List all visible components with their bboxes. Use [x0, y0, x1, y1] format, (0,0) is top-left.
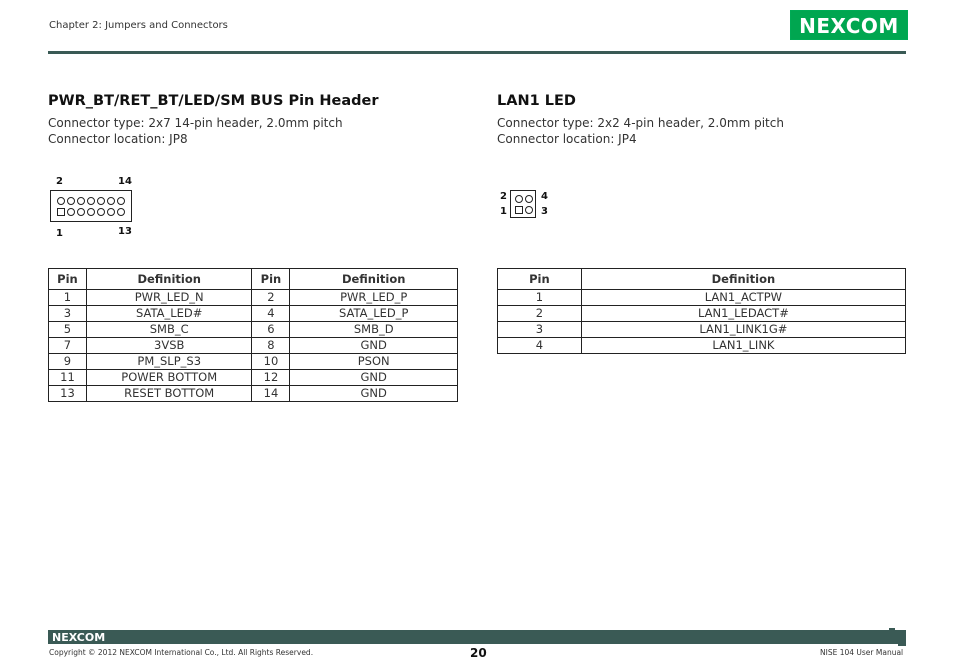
- pin: [515, 195, 523, 203]
- table-row: [498, 306, 906, 322]
- table-cell: LAN1_LEDACT#: [581, 306, 905, 322]
- table-header-row: [49, 269, 458, 290]
- table-cell: LAN1_LINK: [581, 338, 905, 354]
- table-cell: 12: [252, 370, 290, 386]
- pin: [67, 208, 75, 216]
- table-cell: SMB_D: [290, 322, 458, 338]
- right-section: [497, 93, 784, 147]
- footer-logo: NEXCOM: [52, 631, 106, 644]
- chapter-title: Chapter 2: Jumpers and Connectors: [49, 20, 228, 31]
- table-cell: 7: [49, 338, 87, 354]
- table-row: [49, 290, 458, 306]
- table-row: [498, 322, 906, 338]
- pin: [67, 197, 75, 205]
- table-cell: LAN1_LINK1G#: [581, 322, 905, 338]
- table-cell: GND: [290, 338, 458, 354]
- corner-square-decor: [889, 628, 895, 634]
- table-cell: RESET BOTTOM: [86, 386, 252, 402]
- table-cell: 14: [252, 386, 290, 402]
- left-section: [48, 93, 379, 147]
- pin: [97, 197, 105, 205]
- table-cell: 9: [49, 354, 87, 370]
- header-outline: [510, 190, 536, 218]
- table-cell: 10: [252, 354, 290, 370]
- table-header-row: [498, 269, 906, 290]
- pin: [87, 208, 95, 216]
- pin: [525, 195, 533, 203]
- pin: [117, 208, 125, 216]
- table-cell: LAN1_ACTPW: [581, 290, 905, 306]
- table-cell: 2: [498, 306, 582, 322]
- pin: [117, 197, 125, 205]
- pin: [107, 197, 115, 205]
- table-row: [498, 290, 906, 306]
- connector-type-jp4: Connector type: 2x2 4-pin header, 2.0mm pitch: [497, 116, 784, 130]
- table-cell: 3VSB: [86, 338, 252, 354]
- column-header: Definition: [581, 269, 905, 290]
- pin: [525, 206, 533, 214]
- table-cell: 6: [252, 322, 290, 338]
- table-cell: 4: [498, 338, 582, 354]
- table-cell: 3: [49, 306, 87, 322]
- table-row: [49, 386, 458, 402]
- manual-title: NISE 104 User Manual: [820, 648, 904, 657]
- table-row: [49, 354, 458, 370]
- pin-1-square: [57, 208, 65, 216]
- pin: [97, 208, 105, 216]
- table-cell: PSON: [290, 354, 458, 370]
- jp8-pin-table: [48, 268, 458, 402]
- table-row: [49, 338, 458, 354]
- table-cell: POWER BOTTOM: [86, 370, 252, 386]
- connector-location-jp8: Connector location: JP8: [48, 132, 188, 146]
- jp4-pin-diagram: [498, 188, 558, 222]
- header-outline: [50, 190, 132, 222]
- table-cell: SMB_C: [86, 322, 252, 338]
- table-cell: 1: [49, 290, 87, 306]
- pin-label: 3: [541, 206, 548, 217]
- connector-location-jp4: Connector location: JP4: [497, 132, 637, 146]
- table-cell: 5: [49, 322, 87, 338]
- table-row: [49, 322, 458, 338]
- pin-label: 2: [500, 191, 507, 202]
- table-cell: SATA_LED#: [86, 306, 252, 322]
- table-cell: GND: [290, 386, 458, 402]
- table-row: [49, 370, 458, 386]
- table-cell: 4: [252, 306, 290, 322]
- section-title-jp4: LAN1 LED: [497, 93, 576, 109]
- table-cell: PWR_LED_P: [290, 290, 458, 306]
- table-row: [49, 306, 458, 322]
- table-cell: SATA_LED_P: [290, 306, 458, 322]
- table-cell: 13: [49, 386, 87, 402]
- column-header: Pin: [252, 269, 290, 290]
- table-cell: PM_SLP_S3: [86, 354, 252, 370]
- header-rule: [48, 51, 906, 54]
- table-cell: 2: [252, 290, 290, 306]
- table-row: [498, 338, 906, 354]
- corner-square-decor: [898, 638, 906, 646]
- column-header: Pin: [49, 269, 87, 290]
- pin-label: 1: [500, 206, 507, 217]
- logo-text: NEXCOM: [799, 14, 899, 38]
- pin-label: 1: [56, 228, 63, 239]
- footer-bar: [48, 630, 906, 644]
- table-cell: 11: [49, 370, 87, 386]
- pin: [87, 197, 95, 205]
- table-cell: 8: [252, 338, 290, 354]
- jp8-pin-diagram: [48, 176, 138, 242]
- jp4-pin-table: [497, 268, 906, 354]
- table-cell: PWR_LED_N: [86, 290, 252, 306]
- page-number: 20: [470, 646, 487, 660]
- pin-label: 13: [118, 226, 132, 237]
- pin-label: 14: [118, 176, 132, 187]
- pin: [77, 208, 85, 216]
- connector-type-jp8: Connector type: 2x7 14-pin header, 2.0mm pitch: [48, 116, 343, 130]
- table-cell: 3: [498, 322, 582, 338]
- pin: [77, 197, 85, 205]
- table-cell: GND: [290, 370, 458, 386]
- column-header: Definition: [86, 269, 252, 290]
- pin: [57, 197, 65, 205]
- pin-label: 2: [56, 176, 63, 187]
- column-header: Pin: [498, 269, 582, 290]
- section-title-jp8: PWR_BT/RET_BT/LED/SM BUS Pin Header: [48, 93, 379, 109]
- pin-label: 4: [541, 191, 548, 202]
- table-cell: 1: [498, 290, 582, 306]
- copyright-text: Copyright © 2012 NEXCOM International Co., Ltd. All Rights Reserved.: [49, 648, 314, 657]
- column-header: Definition: [290, 269, 458, 290]
- pin-1-square: [515, 206, 523, 214]
- pin: [107, 208, 115, 216]
- nexcom-logo: [790, 10, 908, 40]
